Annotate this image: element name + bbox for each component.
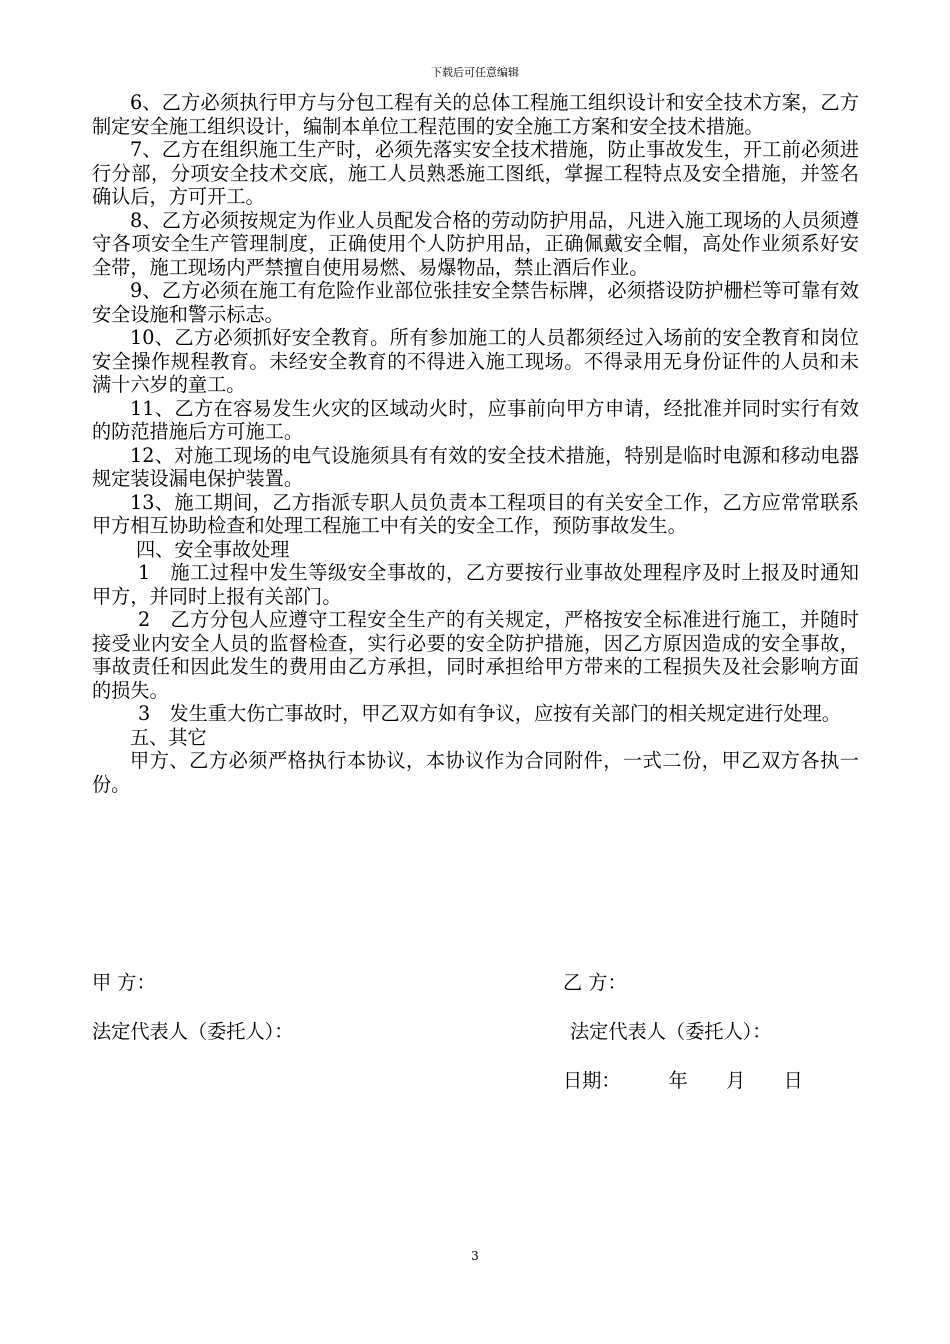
clause-11: 11、乙方在容易发生火灾的区域动火时，应事前向甲方申请，经批准并同时实行有效的防范措施后方可施工。: [92, 396, 859, 443]
party-a-label: 甲 方：: [92, 971, 156, 994]
other-clause: 甲方、乙方必须严格执行本协议，本协议作为合同附件，一式二份，甲乙双方各执一份。: [92, 749, 859, 796]
party-a-representative-label: 法定代表人（委托人）：: [92, 1020, 294, 1043]
accident-item-1: 1 施工过程中发生等级安全事故的，乙方要按行业事故处理程序及时上报及时通知甲方，并同时上报有关部门。: [92, 561, 859, 608]
clause-8: 8、乙方必须按规定为作业人员配发合格的劳动防护用品，凡进入施工现场的人员须遵守各项安全生产管理制度，正确使用个人防护用品，正确佩戴安全帽，高处作业须系好安全带，施工现场内严禁擅自使用易燃、易爆物品，禁止酒后作业。: [92, 208, 859, 279]
clause-13: 13、施工期间，乙方指派专职人员负责本工程项目的有关安全工作，乙方应常常联系甲方相互协助检查和处理工程施工中有关的安全工作，预防事故发生。: [92, 490, 859, 537]
clause-9: 9、乙方必须在施工有危险作业部位张挂安全禁告标牌，必须搭设防护栅栏等可靠有效安全设施和警示标志。: [92, 279, 859, 326]
party-b-label: 乙 方：: [563, 971, 627, 994]
accident-item-2: 2 乙方分包人应遵守工程安全生产的有关规定，严格按安全标准进行施工，并随时接受业内安全人员的监督检查，实行必要的安全防护措施，因乙方原因造成的安全事故，事故责任和因此发生的费用由乙方承担，同时承担给甲方带来的工程损失及社会影响方面的损失。: [92, 608, 859, 702]
party-b-representative-label: 法定代表人（委托人）：: [570, 1020, 772, 1043]
accident-item-3: 3 发生重大伤亡事故时，甲乙双方如有争议，应按有关部门的相关规定进行处理。: [138, 702, 841, 725]
clause-12: 12、对施工现场的电气设施须具有有效的安全技术措施，特别是临时电源和移动电器规定装设漏电保护装置。: [92, 443, 859, 490]
document-body: [92, 91, 859, 796]
page-number: 3: [471, 1249, 479, 1263]
page-header: 下载后可任意编辑: [431, 66, 519, 79]
clause-6: 6、乙方必须执行甲方与分包工程有关的总体工程施工组织设计和安全技术方案，乙方制定安全施工组织设计，编制本单位工程范围的安全施工方案和安全技术措施。: [92, 91, 859, 138]
date-line: 日期： 年 月 日: [563, 1069, 803, 1092]
clause-10: 10、乙方必须抓好安全教育。所有参加施工的人员都须经过入场前的安全教育和岗位安全操作规程教育。未经安全教育的不得进入施工现场。不得录用无身份证件的人员和未满十六岁的童工。: [92, 326, 859, 396]
clause-7: 7、乙方在组织施工生产时，必须先落实安全技术措施，防止事故发生，开工前必须进行分部，分项安全技术交底，施工人员熟悉施工图纸，掌握工程特点及安全措施，并签名确认后，方可开工。: [92, 138, 859, 208]
section-heading-other: 五、其它: [130, 725, 207, 749]
section-heading-accident: 四、安全事故处理: [136, 537, 290, 561]
